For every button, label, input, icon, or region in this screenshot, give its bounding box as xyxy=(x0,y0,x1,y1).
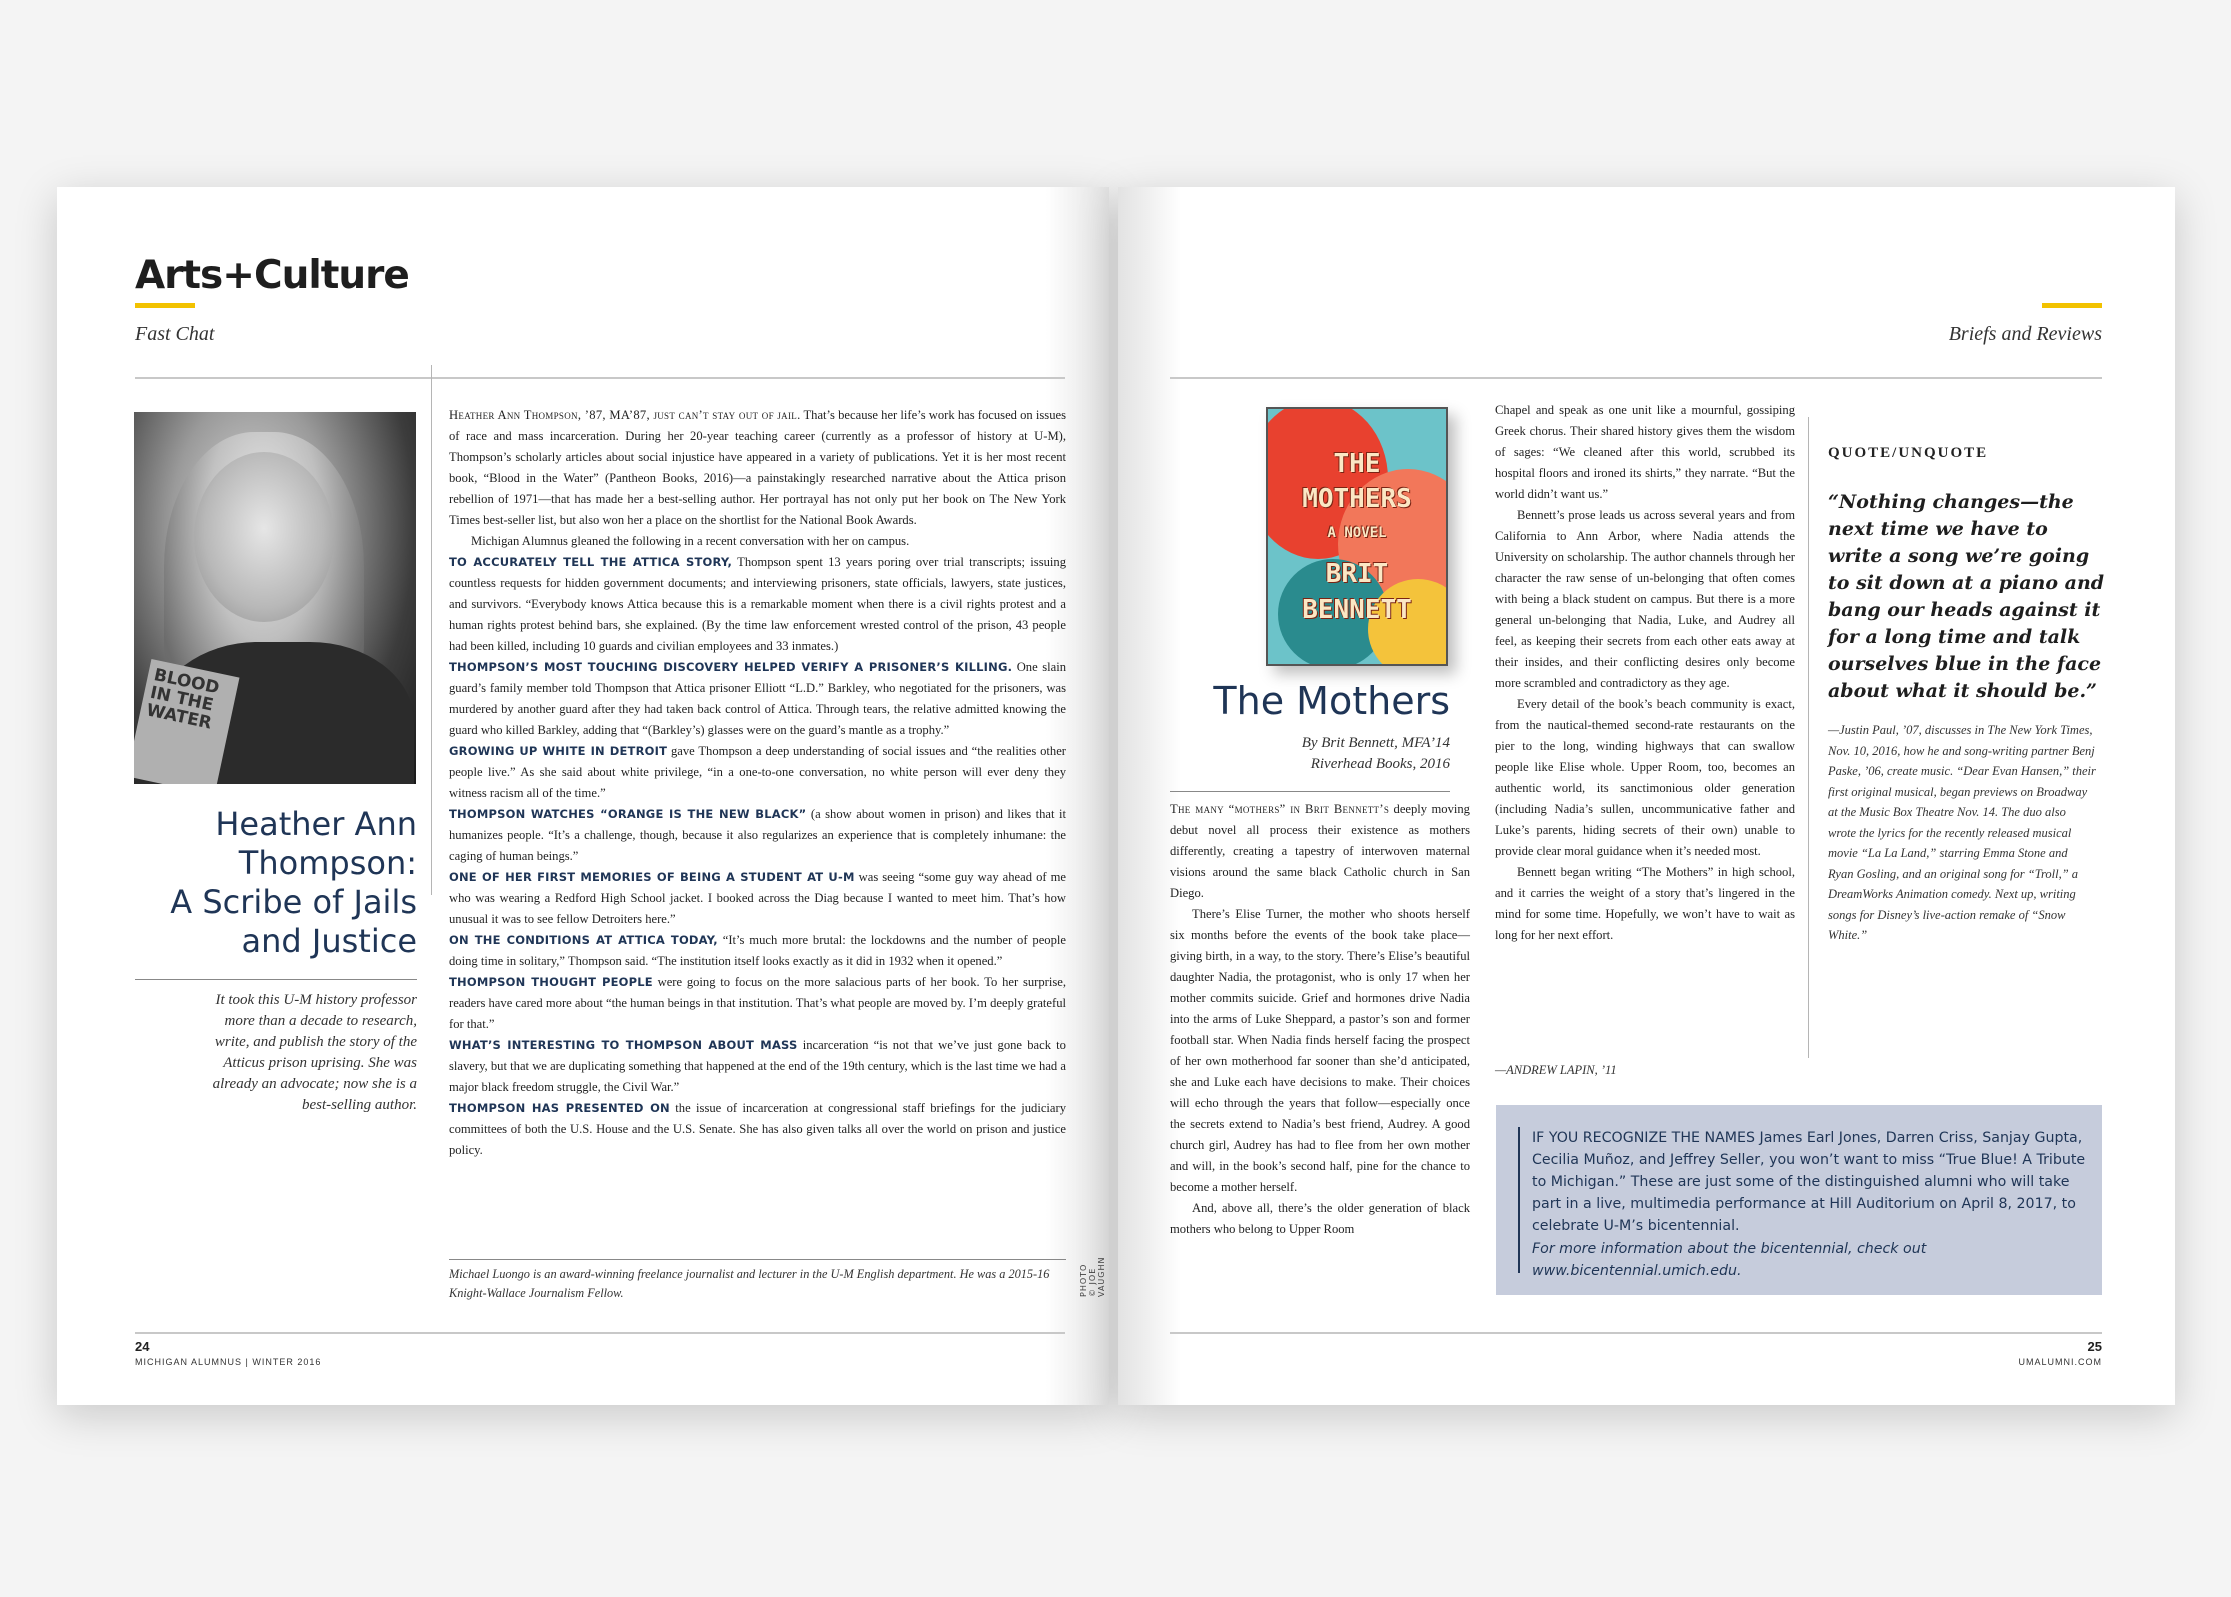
paragraph xyxy=(1495,505,1795,694)
accent-bar xyxy=(2042,303,2102,308)
paragraph xyxy=(449,531,1066,552)
paragraph xyxy=(449,972,1066,1035)
paragraph-lead: ONE OF HER FIRST MEMORIES OF BEING A STUDENT AT U-M xyxy=(449,870,855,884)
column-rule xyxy=(1808,417,1809,1058)
accent-bar xyxy=(135,303,195,308)
header-rule xyxy=(1170,377,2102,379)
paragraph xyxy=(449,405,1066,531)
bicentennial-callout xyxy=(1496,1105,2102,1295)
paragraph-text: Chapel and speak as one unit like a mournful, gossiping Greek chorus. Their shared history gives them the wisdom of sages: “We cleaned after this world, scrubbed its hospital floors and ironed its shirts,” they narrate. “But the world didn’t want us.” xyxy=(1495,403,1795,501)
paragraph-text: That’s because her life’s work has focused on issues of race and mass incarceration. During her 20-year teaching career (currently as a professor of history at U-M), Thompson’s scholarly articles about social injustice have appeared in a variety of publications. Yet it is her most recent book, “Blood in the Water” (Pantheon Books, 2016)—a painstakingly researched narrative about the Attica prison rebellion of 1971—that has made her a best-selling author. Her portrayal has not only put her book on The New York Times best-seller list, but also won her a place on the shortlist for the National Book Awards. xyxy=(449,408,1066,527)
bicentennial-link[interactable]: For more information about the bicentennial, check out www.bicentennial.umich.edu. xyxy=(1532,1241,1927,1279)
paragraph-text: was seeing “some guy way ahead of me who was wearing a Redford High School jacket. I booked across the Diag because I wanted to meet him. That’s how unusual it was to see fellow Detroiters here.” xyxy=(449,870,1067,926)
paragraph xyxy=(449,930,1066,972)
pull-quote: “Nothing changes—the next time we have to write a song we’re going to sit down at a piano and bang our heads against it for a long time and talk ourselves blue in the face about what it should be.” xyxy=(1828,491,2105,702)
deck-rule xyxy=(135,979,417,980)
folio-text: UMALUMNI.COM xyxy=(2018,1357,2102,1367)
review-author: —ANDREW LAPIN, ’11 xyxy=(1495,1063,1617,1077)
paragraph-lead: ON THE CONDITIONS AT ATTICA TODAY, xyxy=(449,933,718,947)
review-column-1 xyxy=(1170,799,1470,1240)
paragraph-lead: The many “mothers” in Brit Bennett’s xyxy=(1170,802,1390,816)
paragraph xyxy=(449,741,1066,804)
paragraph-text: incarceration “is not that we’ve just gone back to slavery, but that we are duplicating something that happened at the end of the 19th century, which is the last time we had a major black freedom struggle, the Civil War.” xyxy=(449,1038,1066,1094)
paragraph-text: gave Thompson a deep understanding of social issues and “the realities other people live.” As she said about white privilege, “in a one-to-one conversation, no white person will ever deny they witness racism all of the time.” xyxy=(449,744,1066,800)
book-cover-image: THE MOTHERS A NOVEL BRIT BENNETT xyxy=(1266,407,1448,666)
page-number: 25 xyxy=(2087,1339,2102,1354)
section-subtitle: Fast Chat xyxy=(135,323,215,345)
callout-text: IF YOU RECOGNIZE THE NAMES James Earl Jones, Darren Criss, Sanjay Gupta, Cecilia Muñoz, and Jeffrey Seller, you won’t want to miss “True Blue! A Tribute to Michigan.” These are just some of the distinguished alumni who will take part in a live, multimedia performance at Hill Auditorium on April 8, 2017, to celebrate U-M’s bicentennial. xyxy=(1532,1130,2086,1234)
author-portrait xyxy=(134,412,416,784)
paragraph-text: Michigan Alumnus gleaned the following in a recent conversation with her on campus. xyxy=(471,534,910,548)
paragraph xyxy=(449,1035,1066,1098)
paragraph-text: Thompson spent 13 years poring over trial transcripts; issuing countless requests for hidden government documents; and interviewing prisoners, state officials, lawyers, state justices, and survivors. “Everybody knows Attica because this is a remarkable moment when there is a civil rights protest and a human rights protest behind bars, she explained. (By the time law enforcement wrested control of the prison, 43 people had been killed, including 10 guards and civilian employees and 33 inmates.) xyxy=(449,555,1066,653)
folio-text: MICHIGAN ALUMNUS | WINTER 2016 xyxy=(135,1357,322,1367)
paragraph xyxy=(1170,799,1470,904)
right-page xyxy=(1118,187,2175,1405)
paragraph xyxy=(449,804,1066,867)
paragraph-lead: TO ACCURATELY TELL THE ATTICA STORY, xyxy=(449,555,733,569)
contributor-rule xyxy=(449,1259,1066,1260)
contributor-bio: Michael Luongo is an award-winning freelance journalist and lecturer in the U-M English department. He was a 2015-16 Knight-Wallace Journalism Fellow. xyxy=(449,1267,1050,1300)
paragraph-lead: GROWING UP WHITE IN DETROIT xyxy=(449,744,668,758)
page-number: 24 xyxy=(135,1339,150,1354)
paragraph xyxy=(1495,862,1795,946)
column-rule xyxy=(431,365,432,895)
paragraph-lead: THOMPSON WATCHES “ORANGE IS THE NEW BLACK” xyxy=(449,807,807,821)
article-deck: It took this U-M history professor more than a decade to research, write, and publish the story of the Atticus prison uprising. She was already an advocate; now she is a best-selling author. xyxy=(212,992,417,1113)
section-label: Briefs and Reviews xyxy=(1948,323,2102,345)
paragraph-text: There’s Elise Turner, the mother who shoots herself six months before the events of the book take place—giving birth, in a way, to the story. There’s Elise’s beautiful daughter Nadia, the protagonist, who is only 17 when her mother commits suicide. Grief and hormones drive Nadia into the arms of Luke Sheppard, a pastor’s son and former football star. When Nadia finds herself facing the prospect of her own motherhood far sooner than she’d anticipated, she and Luke each have decisions to make. Their choices will echo through the years that follow—especially once the secrets extend to Nadia’s best friend, Audrey. A good church girl, Audrey has had to flee from her own mother and will, in the book’s second half, pine for the chance to become a mother herself. xyxy=(1170,907,1470,1194)
paragraph-text: the issue of incarceration at congressional staff briefings for the judiciary committees of both the U.S. House and the U.S. Senate. She has also given talks all over the world on prison and justice policy. xyxy=(449,1101,1066,1157)
paragraph xyxy=(449,867,1066,930)
paragraph-text: (a show about women in prison) and likes that it humanizes people. “It’s a challenge, though, because it also regularizes an experience that is completely inhumane: the caging of human beings.” xyxy=(449,807,1066,863)
paragraph xyxy=(449,552,1066,657)
paragraph-text: “It’s much more brutal: the lockdowns and the number of people doing time in solitary,” Thompson said. “The institution itself looks exactly as it did in 1932 when it opened.” xyxy=(449,933,1066,968)
review-byline: By Brit Bennett, MFA’14 Riverhead Books, 2016 xyxy=(1301,735,1450,772)
paragraph xyxy=(449,657,1066,741)
paragraph-lead: WHAT’S INTERESTING TO THOMPSON ABOUT MASS xyxy=(449,1038,798,1052)
quote-header: QUOTE/UNQUOTE xyxy=(1828,445,1989,461)
review-title: The Mothers xyxy=(1213,679,1450,723)
paragraph xyxy=(1495,694,1795,862)
header-rule xyxy=(135,377,1065,379)
callout-bar xyxy=(1518,1127,1520,1273)
photo-credit: PHOTO © JOE VAUGHN xyxy=(1079,1256,1106,1297)
byline-rule xyxy=(1170,791,1450,792)
paragraph-lead: THOMPSON HAS PRESENTED ON xyxy=(449,1101,670,1115)
article-body xyxy=(449,405,1066,1161)
paragraph xyxy=(1495,400,1795,505)
paragraph-lead: THOMPSON THOUGHT PEOPLE xyxy=(449,975,653,989)
footer-rule xyxy=(1170,1332,2102,1334)
paragraph-text: Bennett began writing “The Mothers” in high school, and it carries the weight of a story that’s lingered in the mind for some time. Hopefully, we won’t have to wait as long for her next effort. xyxy=(1495,865,1795,942)
paragraph xyxy=(449,1098,1066,1161)
paragraph xyxy=(1170,904,1470,1198)
paragraph-text: Bennett’s prose leads us across several years and from California to Ann Arbor, where Nadia attends the University on scholarship. The author channels through her character the raw sense of un-belonging that often comes with being a black student on campus. But there is a more general un-belonging that Nadia, Luke, and Audrey all feel, as keeping their secrets from each other eats away at their insides, and their conflicting desires only become more scrambled and contradictory as they age. xyxy=(1495,508,1795,690)
paragraph-text: were going to focus on the more salacious parts of her book. To her surprise, readers have cared more about “the human beings in that institution. That’s what people are moved by. I’m deeply grateful for that.” xyxy=(449,975,1066,1031)
portrait-book: BLOOD IN THE WATER xyxy=(134,659,239,784)
paragraph-text: One slain guard’s family member told Thompson that Attica prisoner Elliott “L.D.” Barkley, who negotiated for the prisoners, was murdered by another guard after they had taken back control of Attica. Through tears, the relative admitted knowing the guard who killed Barkley, adding that “(Barkley’s) glasses were on the guard’s mantle as a trophy.” xyxy=(449,660,1066,737)
paragraph-text: deeply moving debut novel all process their existence as mothers differently, creating a tapestry of interwoven maternal visions around the same black Catholic church in San Diego. xyxy=(1170,802,1470,900)
paragraph-lead: Heather Ann Thompson, ’87, MA’87, just can’t stay out of jail. xyxy=(449,408,801,422)
paragraph-text: Every detail of the book’s beach community is exact, from the nautical-themed second-rate restaurants on the pier to the long, winding highways that can swallow people like Elise whole. Upper Room, too, becomes an authentic world, its sanctimonious older generation (including Nadia’s sullen, uncommunicative father and Luke’s parents, hiding secrets of their own) unable to provide clear moral guidance when it’s needed most. xyxy=(1495,697,1795,858)
paragraph xyxy=(1170,1198,1470,1240)
review-column-2 xyxy=(1495,400,1795,946)
article-headline: Heather Ann Thompson: A Scribe of Jails and Justice xyxy=(170,805,417,960)
section-title: Arts+Culture xyxy=(135,253,409,298)
footer-rule xyxy=(135,1332,1065,1334)
paragraph-text: And, above all, there’s the older generation of black mothers who belong to Upper Room xyxy=(1170,1201,1470,1236)
quote-attribution: —Justin Paul, ’07, discusses in The New York Times, Nov. 10, 2016, how he and song-writing partner Benj Paske, ’06, create music. “Dear Evan Hansen,” their first original musical, began previews on Broadway at the Music Box Theatre Nov. 14. The duo also wrote the lyrics for the recently released musical movie “La La Land,” starring Emma Stone and Ryan Gosling, and an original song for “Troll,” a DreamWorks Animation comedy. Next up, writing songs for Disney’s live-action remake of “Snow White.” xyxy=(1828,723,2096,942)
left-page xyxy=(57,187,1109,1405)
paragraph-lead: THOMPSON’S MOST TOUCHING DISCOVERY HELPED VERIFY A PRISONER’S KILLING. xyxy=(449,660,1013,674)
